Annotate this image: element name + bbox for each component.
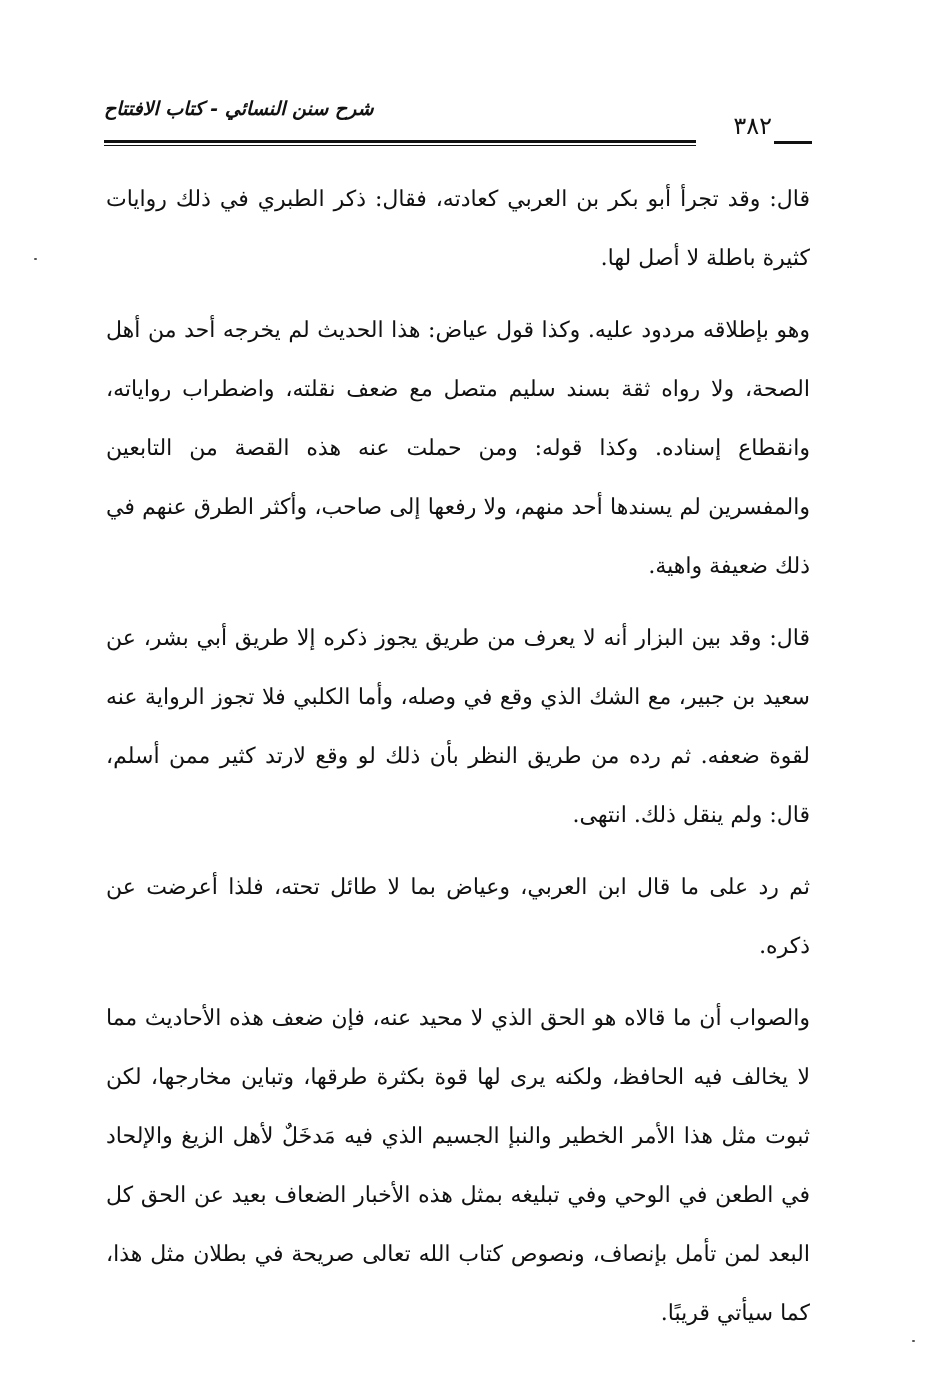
running-title: شرح سنن النسائي - كتاب الافتتاح [104, 98, 374, 120]
scan-speck [912, 1340, 915, 1342]
page-number: ٣٨٢ [733, 112, 772, 140]
main-text [106, 170, 810, 1356]
paragraph-2: وهو بإطلاقه مردود عليه. وكذا قول عياض: هذا الحديث لم يخرجه أحد من أهل الصحة، ولا رواه ثقة بسند سليم متصل مع ضعف نقلته، واضطراب رواياته، وانقطاع إسناده. وكذا قوله: ومن حملت عنه هذه القصة من التابعين والمفسرين لم يسندها أحد منهم، ولا رفعها إلى صاحب، وأكثر الطرق عنهم في ذلك ضعيفة واهية. [106, 318, 810, 579]
page-header [104, 96, 812, 148]
header-rule-short [774, 141, 812, 144]
paragraph-3: قال: وقد بين البزار أنه لا يعرف من طريق يجوز ذكره إلا طريق أبي بشر، عن سعيد بن جبير، مع الشك الذي وقع في وصله، وأما الكلبي فلا تجوز الرواية عنه لقوة ضعفه. ثم رده من طريق النظر بأن ذلك لو وقع لارتد كثير ممن أسلم، قال: ولم ينقل ذلك. انتهى. [106, 626, 810, 828]
scan-speck [34, 258, 37, 260]
paragraph-5: والصواب أن ما قالاه هو الحق الذي لا محيد عنه، فإن ضعف هذه الأحاديث مما لا يخالف فيه الحافظ، ولكنه يرى لها قوة بكثرة طرقها، وتباين مخارجها، لكن ثبوت مثل هذا الأمر الخطير والنبإ الجسيم الذي فيه مَدخَلٌ لأهل الزيغ والإلحاد في الطعن في الوحي وفي تبليغه بمثل هذه الأخبار الضعاف بعيد عن الحق كل البعد لمن تأمل بإنصاف، ونصوص كتاب الله تعالى صريحة في بطلان مثل هذا، كما سيأتي قريبًا. [106, 1006, 810, 1326]
header-rule [104, 140, 696, 143]
paragraph-1: قال: وقد تجرأ أبو بكر بن العربي كعادته، فقال: ذكر الطبري في ذلك روايات كثيرة باطلة لا أصل لها. [106, 187, 810, 271]
paragraph-4: ثم رد على ما قال ابن العربي، وعياض بما لا طائل تحته، فلذا أعرضت عن ذكره. [106, 875, 810, 959]
